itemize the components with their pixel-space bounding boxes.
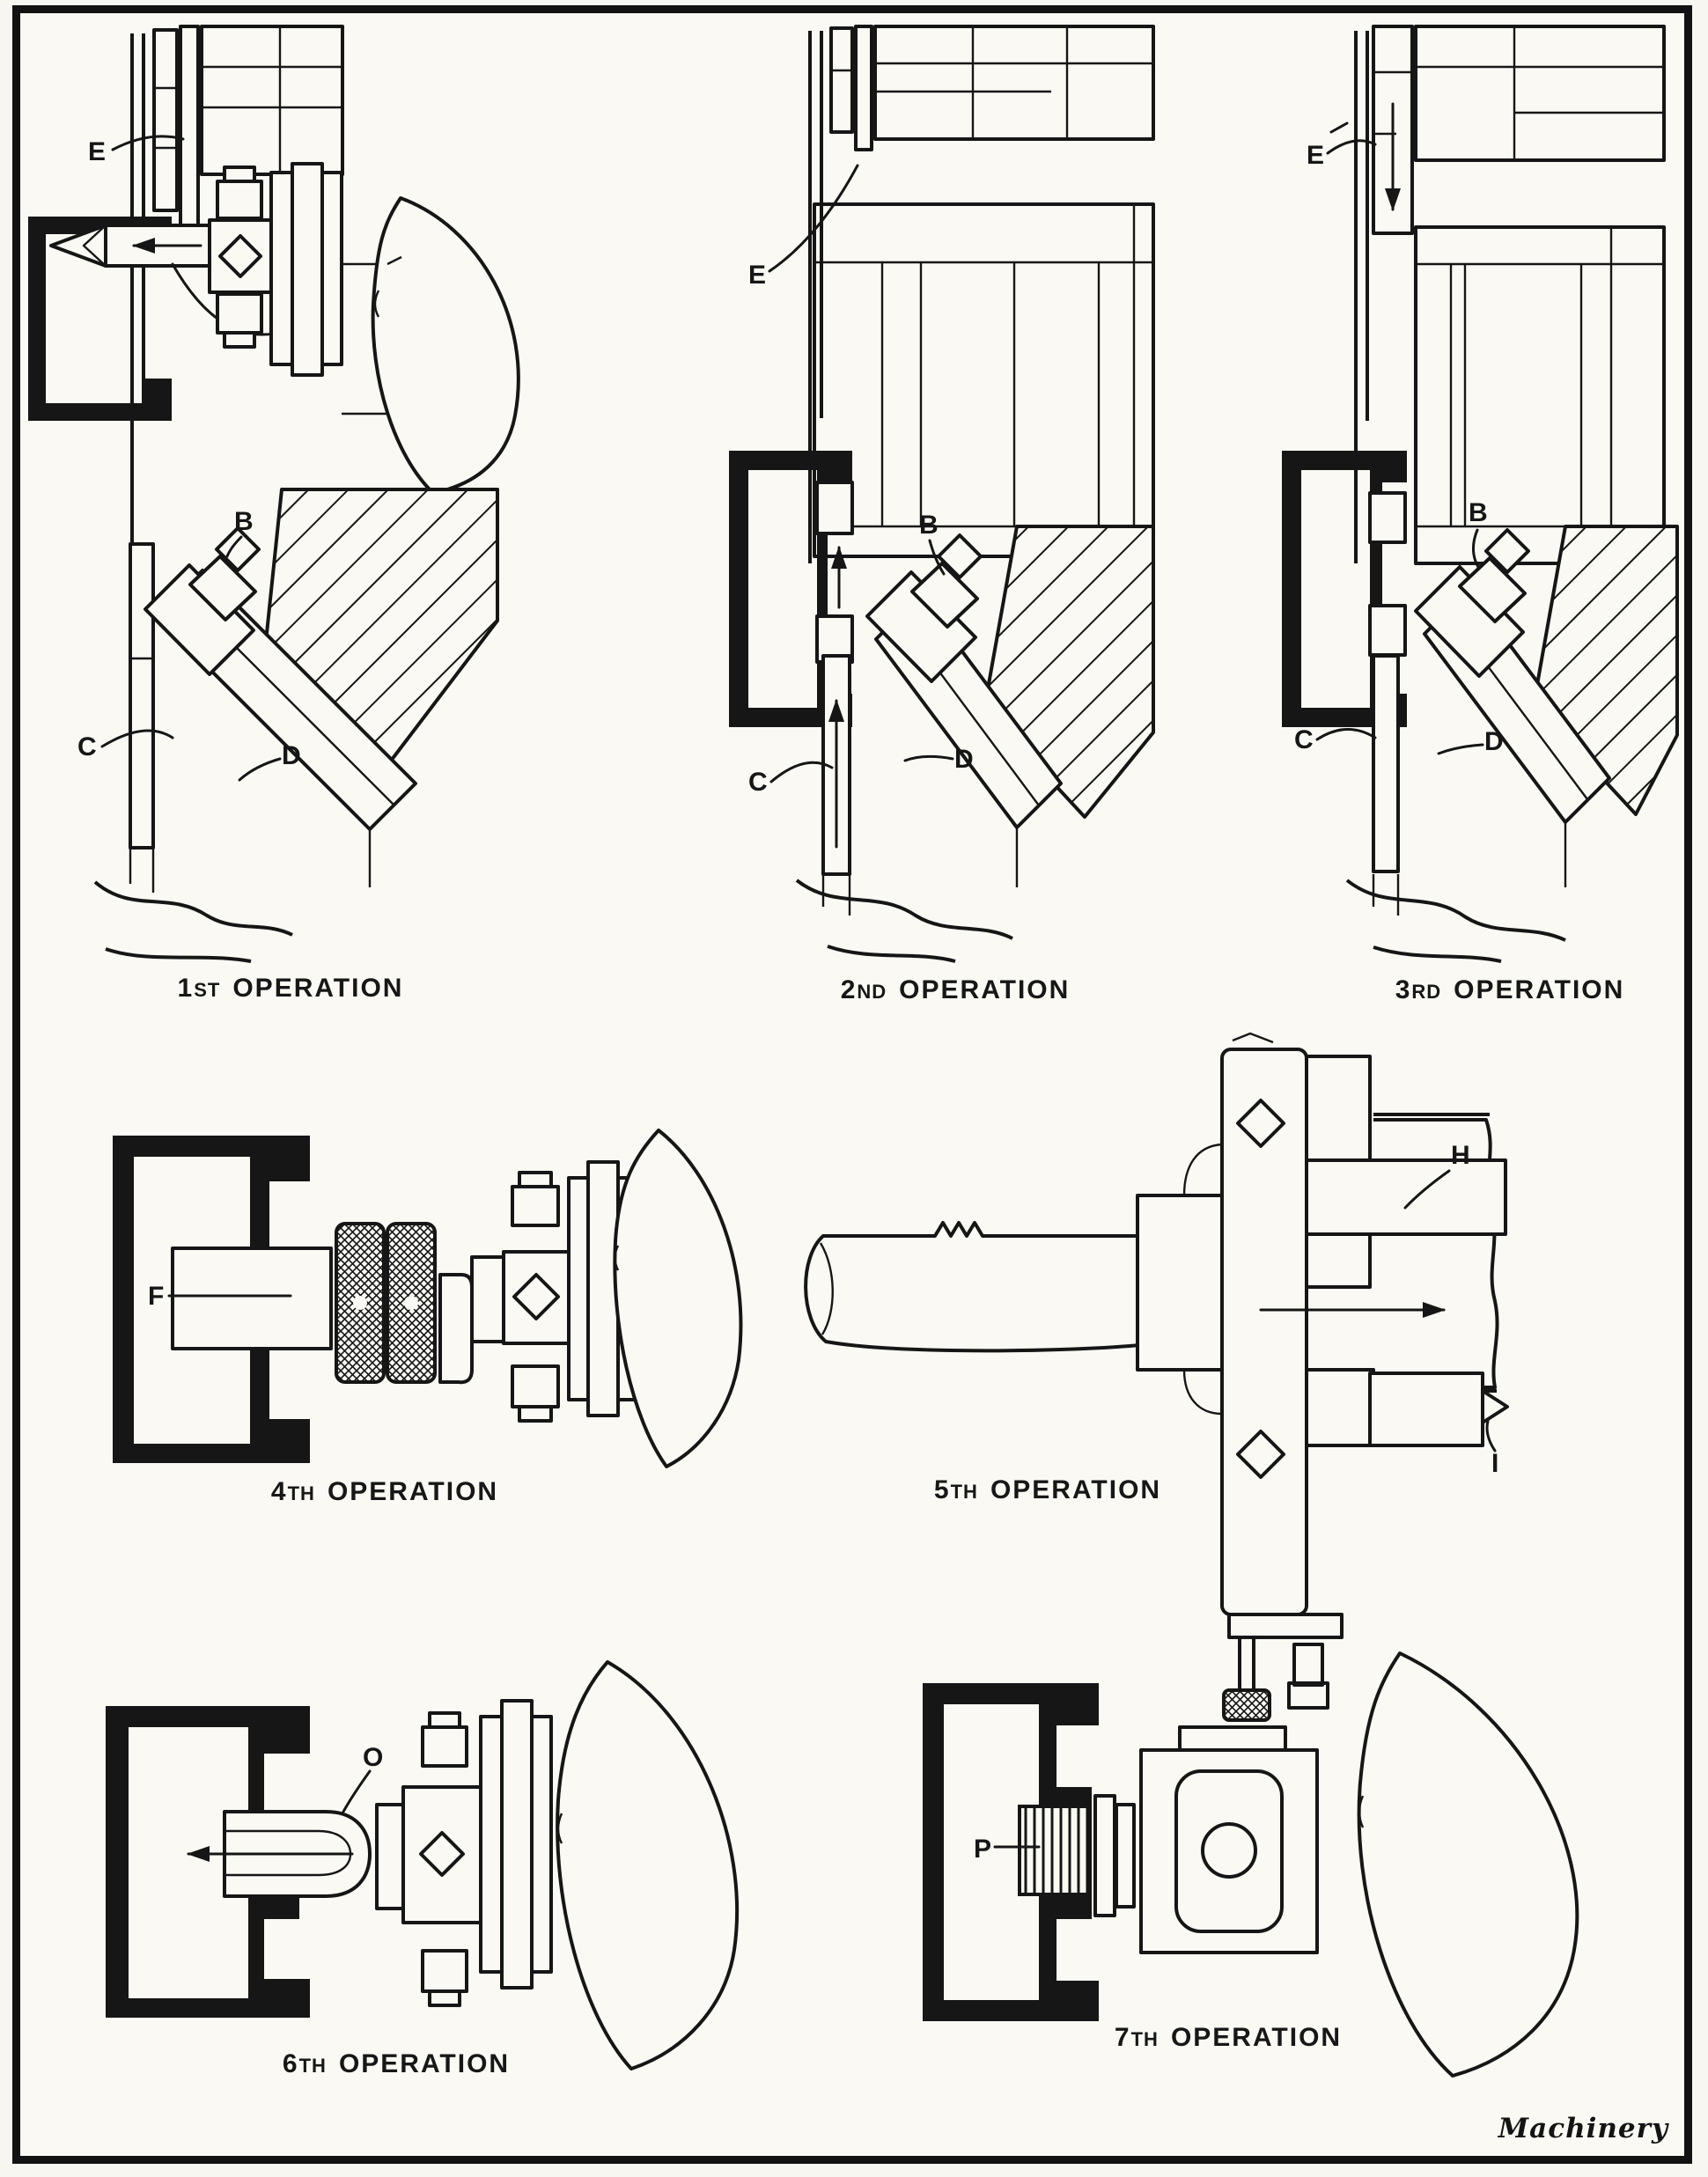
caption-ordinal: 5 (933, 1475, 951, 1504)
caption-ordinal-suffix: TH (950, 1481, 978, 1503)
op1-label-b: B (234, 507, 254, 536)
publication-credit: Machinery (1498, 2113, 1668, 2144)
caption-ordinal-suffix: ND (857, 981, 887, 1003)
op7-die-holder (1141, 1750, 1317, 1953)
caption-ordinal: 3 (1395, 975, 1412, 1004)
caption-6th-operation (283, 2049, 510, 2079)
caption-ordinal: 6 (282, 2049, 299, 2078)
op2-label-b: B (919, 511, 939, 540)
operation-3-drawing (1282, 26, 1677, 961)
caption-word: OPERATION (338, 2049, 511, 2078)
caption-ordinal: 2 (840, 975, 858, 1004)
op7-label-p: P (974, 1835, 992, 1864)
op6-handwheel (557, 1662, 737, 2069)
caption-3rd-operation (1395, 975, 1625, 1005)
caption-ordinal: 7 (1114, 2023, 1131, 2052)
caption-1st-operation (178, 974, 404, 1004)
caption-word: OPERATION (1170, 2023, 1343, 2052)
operation-1-drawing (28, 26, 519, 961)
op7-threaded-part (1020, 1806, 1090, 1894)
caption-word: OPERATION (990, 1475, 1162, 1504)
caption-ordinal: 4 (270, 1477, 288, 1506)
op1-label-c: C (77, 732, 97, 761)
caption-ordinal-suffix: TH (1130, 2028, 1159, 2050)
caption-ordinal-suffix: TH (287, 1482, 315, 1504)
op5-tool-bit (1483, 1391, 1507, 1423)
op4-label-f: F (148, 1282, 165, 1311)
caption-ordinal-suffix: RD (1411, 981, 1442, 1003)
caption-7th-operation (1115, 2023, 1342, 2053)
caption-word: OPERATION (327, 1477, 499, 1506)
caption-word: OPERATION (232, 974, 404, 1003)
op3-label-e: E (1307, 141, 1325, 170)
op5-bar-stock (806, 1223, 1140, 1350)
op1-label-e: E (88, 137, 107, 166)
operation-2-drawing (729, 26, 1153, 961)
op4-workpiece (173, 1248, 331, 1349)
op5-casting (1222, 1049, 1307, 1614)
op1-handwheel (373, 198, 519, 493)
caption-5th-operation (934, 1475, 1161, 1505)
op2-label-d: D (954, 745, 974, 774)
caption-ordinal-suffix: ST (194, 979, 221, 1001)
op1-label-d: D (282, 741, 301, 770)
op3-label-b: B (1469, 498, 1488, 527)
operation-4-drawing (113, 1130, 740, 1467)
caption-ordinal: 1 (177, 974, 195, 1003)
op5-label-i: I (1491, 1449, 1499, 1478)
caption-word: OPERATION (1454, 975, 1625, 1004)
caption-ordinal-suffix: TH (298, 2055, 327, 2077)
op3-label-d: D (1484, 727, 1504, 756)
op6-label-o: O (363, 1743, 384, 1772)
op5-thumbscrew (1224, 1690, 1270, 1720)
op5-bar-h (1307, 1160, 1506, 1234)
op7-handwheel (1359, 1653, 1578, 2076)
caption-word: OPERATION (899, 975, 1071, 1004)
op3-label-c: C (1294, 725, 1314, 754)
op4-handwheel (615, 1130, 740, 1467)
operation-5-drawing (806, 1033, 1507, 1720)
op2-label-e: E (748, 261, 767, 290)
caption-4th-operation (271, 1477, 498, 1507)
op2-label-c: C (748, 768, 768, 797)
caption-2nd-operation (841, 975, 1071, 1005)
operation-6-drawing (106, 1662, 737, 2069)
op5-label-h: H (1451, 1141, 1470, 1170)
